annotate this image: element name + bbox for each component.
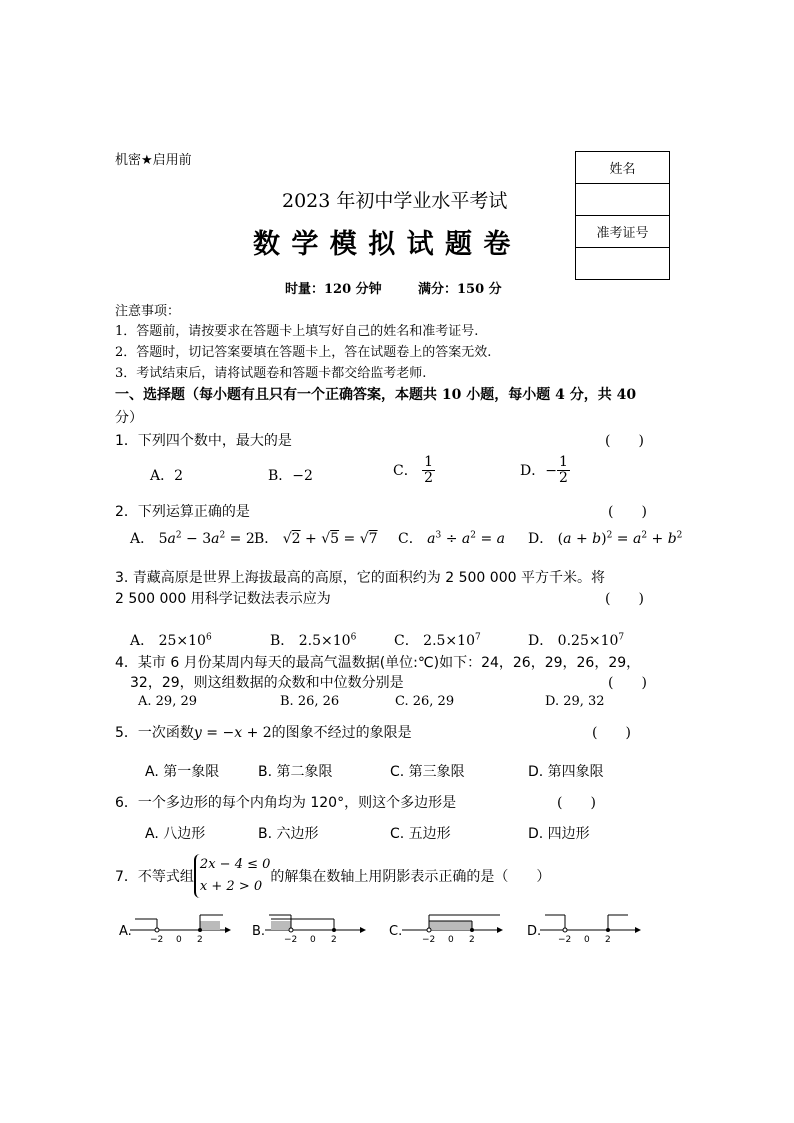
q7-stem: 7．不等式组2x − 4 ≤ 0 x + 2 > 0的解集在数轴上用阴影表示正确的是（ ） — [115, 854, 550, 898]
exam-title: 2023 年初中学业水平考试 — [282, 190, 508, 212]
q3-answer-bracket: ( ) — [605, 591, 644, 607]
svg-text:2: 2 — [331, 935, 337, 945]
q4-option-b: B. 26, 26 — [280, 694, 340, 709]
q2-answer-bracket: ( ) — [608, 504, 647, 520]
q1-option-c: C． $\frac{1}{2}$ — [393, 454, 434, 487]
svg-text:0: 0 — [584, 935, 590, 945]
q2-option-d: D． $(a + b)^2 = a^2 + b^2$ — [528, 530, 683, 547]
q1-option-a: A．2 — [150, 468, 184, 484]
q7-option-a — [119, 915, 230, 945]
svg-text:0: 0 — [448, 935, 454, 945]
svg-text:D.: D. — [527, 924, 542, 939]
q4-option-a: A. 29, 29 — [138, 694, 198, 709]
inequality-system: 2x − 4 ≤ 0 x + 2 > 0 — [194, 854, 270, 898]
section-heading: 一、选择题（每小题有且只有一个正确答案，本题共 10 小题，每小题 4 分，共 40 — [115, 387, 637, 403]
name-label: 姓名 — [576, 152, 670, 184]
q1-option-d: D．− $\frac{1}{2}$ — [520, 454, 568, 487]
q1-stem: 1．下列四个数中，最大的是 — [115, 433, 292, 449]
svg-text:A.: A. — [119, 924, 132, 939]
q6-option-a: A. 八边形 — [145, 826, 206, 842]
q4-option-d: D. 29, 32 — [545, 694, 605, 709]
exam-id-label: 准考证号 — [576, 216, 670, 248]
svg-text:B.: B. — [252, 924, 266, 939]
q4-stem: 4．某市 6 月份某周内每天的最高气温数据(单位:℃)如下：24，26，29，26，29， — [115, 655, 641, 671]
svg-text:2: 2 — [605, 935, 611, 945]
q3-stem: 3. 青藏高原是世界上海拔最高的高原，它的面积约为 2 500 000 平方千米。将 — [115, 570, 605, 586]
svg-text:−2: −2 — [150, 935, 164, 945]
score-info: 满分：150 分 — [418, 282, 502, 297]
svg-text:0: 0 — [176, 935, 182, 945]
candidate-info-box — [575, 151, 670, 280]
q5-option-c: C. 第三象限 — [390, 764, 465, 780]
q5-option-a: A. 第一象限 — [145, 764, 220, 780]
q7-option-b — [252, 915, 365, 945]
paper-title: 数 学 模 拟 试 题 卷 — [253, 229, 512, 260]
q3-option-c: C． $2.5\times 10^7$ — [394, 632, 481, 649]
note-item: 3．考试结束后，请将试题卷和答题卡都交给监考老师. — [115, 366, 427, 381]
q7-number-lines — [115, 905, 655, 945]
svg-text:C.: C. — [389, 924, 403, 939]
name-field[interactable] — [576, 184, 670, 216]
svg-text:−2: −2 — [558, 935, 572, 945]
time-info: 时量：120 分钟 — [285, 282, 382, 297]
note-item: 1．答题前，请按要求在答题卡上填写好自己的姓名和准考证号. — [115, 324, 479, 339]
q4-stem-cont: 32，29，则这组数据的众数和中位数分别是 — [130, 675, 404, 691]
q5-option-b: B. 第二象限 — [258, 764, 333, 780]
note-item: 2．答题时，切记答案要填在答题卡上，答在试题卷上的答案无效. — [115, 345, 492, 360]
q2-option-b: B． √2 + √5 = √7 — [254, 531, 378, 547]
svg-text:2: 2 — [197, 935, 203, 945]
q3-option-b: B． $2.5\times 10^6$ — [270, 632, 357, 649]
exam-id-field[interactable] — [576, 248, 670, 280]
secret-label: 机密★启用前 — [115, 153, 192, 168]
q6-option-c: C. 五边形 — [390, 826, 451, 842]
q5-option-d: D. 第四象限 — [528, 764, 604, 780]
q6-answer-bracket: ( ) — [557, 795, 596, 811]
q1-answer-bracket: ( ) — [605, 433, 644, 449]
q3-stem-cont: 2 500 000 用科学记数法表示应为 — [115, 591, 331, 607]
q2-stem: 2．下列运算正确的是 — [115, 504, 250, 520]
q7-option-d — [527, 915, 640, 945]
svg-text:2: 2 — [469, 935, 475, 945]
svg-text:−2: −2 — [284, 935, 298, 945]
q3-option-d: D． $0.25\times 10^7$ — [528, 632, 625, 649]
q5-answer-bracket: ( ) — [592, 725, 631, 741]
q4-answer-bracket: ( ) — [608, 675, 647, 691]
q6-option-b: B. 六边形 — [258, 826, 319, 842]
q3-option-a: A． $25\times 10^6$ — [130, 632, 212, 649]
q7-option-c — [389, 915, 502, 945]
q4-option-c: C. 26, 29 — [395, 694, 455, 709]
notes-title: 注意事项： — [115, 304, 181, 319]
q1-option-b: B．−2 — [268, 468, 313, 484]
q6-option-d: D. 四边形 — [528, 826, 590, 842]
q2-option-c: C． $a^3 \div a^2 = a$ — [398, 530, 505, 547]
svg-text:−2: −2 — [422, 935, 436, 945]
q2-option-a: A． $5a^2 - 3a^2 = 2$ — [130, 530, 255, 547]
svg-text:0: 0 — [310, 935, 316, 945]
q6-stem: 6．一个多边形的每个内角均为 120°，则这个多边形是 — [115, 795, 457, 811]
section-heading-cont: 分） — [115, 410, 143, 426]
q5-stem: 5．一次函数y = −x + 2的图象不经过的象限是 — [115, 725, 412, 741]
